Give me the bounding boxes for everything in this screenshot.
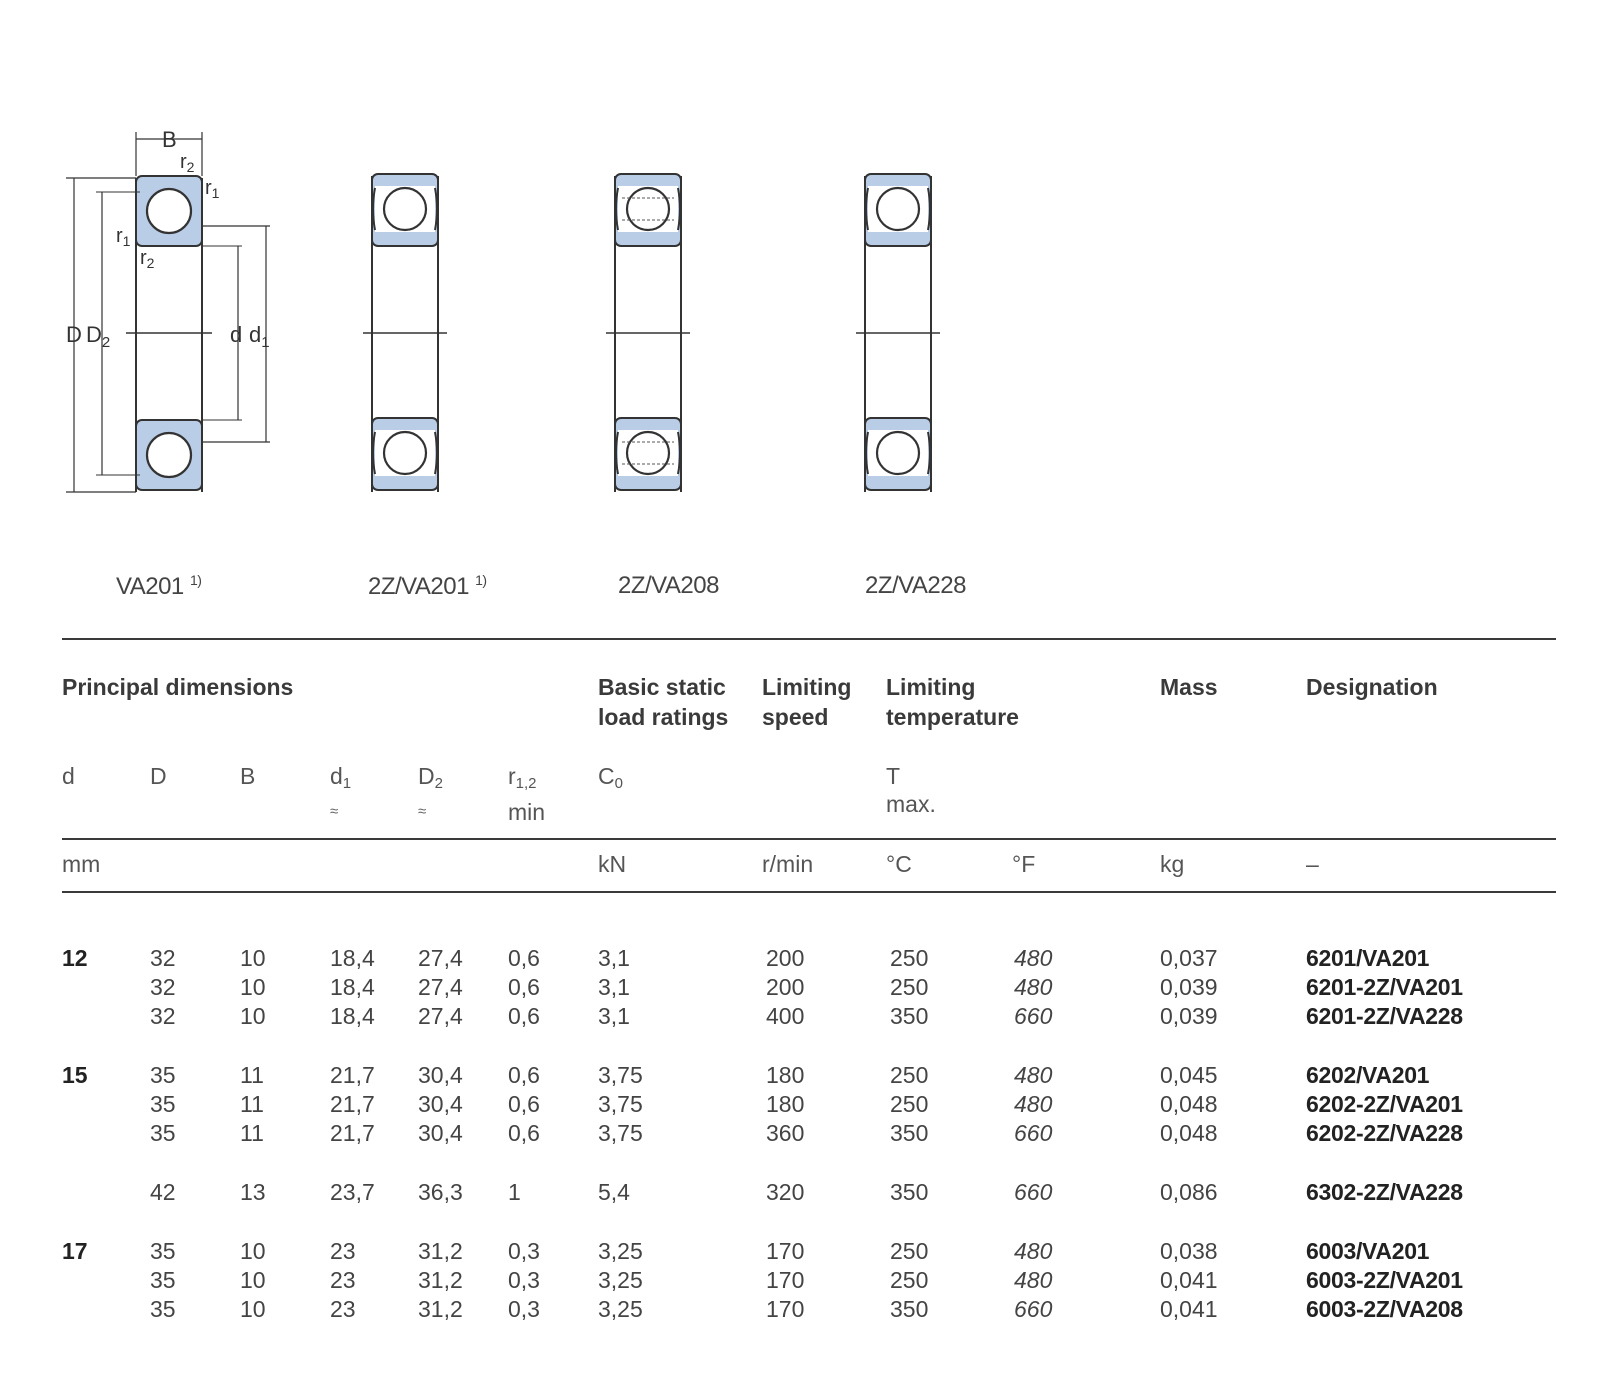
cell-mass: 0,041 [1160,1267,1218,1293]
header-principal-dimensions: Principal dimensions [62,674,294,700]
cell-r12: 0,3 [508,1267,540,1293]
header-limiting-speed: Limiting speed [762,674,852,730]
cell-D2: 31,2 [418,1238,463,1264]
cell-temp-c: 250 [890,1062,929,1088]
cell-designation: 6201-2Z/VA228 [1306,1003,1463,1029]
bearing-drawings [0,0,1600,560]
header-basic-static: Basic static load ratings [598,674,729,730]
bearing-drawing-2z-va208 [606,174,690,492]
cell-limiting-speed: 170 [766,1267,805,1293]
cell-B: 10 [240,1267,266,1293]
cell-C0: 3,75 [598,1091,643,1117]
cell-d1: 23 [330,1296,356,1322]
cell-B: 10 [240,1003,266,1029]
unit-rmin: r/min [762,851,814,877]
bearing-drawing-2z-va201 [363,174,447,492]
cell-temp-f: 480 [1014,1267,1053,1293]
cell-C0: 5,4 [598,1179,630,1205]
cell-mass: 0,048 [1160,1091,1218,1117]
cell-D: 35 [150,1238,176,1264]
cell-D2: 36,3 [418,1179,463,1205]
cell-d1: 21,7 [330,1062,375,1088]
cell-D2: 31,2 [418,1296,463,1322]
cell-B: 11 [240,1120,264,1146]
cell-limiting-speed: 320 [766,1179,805,1205]
cell-temp-c: 250 [890,1091,929,1117]
cell-r12: 0,6 [508,1091,540,1117]
cell-mass: 0,048 [1160,1120,1218,1146]
cell-limiting-speed: 170 [766,1296,805,1322]
dim-label-D2: $D_2$ [86,322,111,351]
cell-temp-c: 350 [890,1120,929,1146]
cell-temp-f: 660 [1014,1003,1053,1029]
unit-designation-dash: – [1306,851,1319,877]
cell-limiting-speed: 400 [766,1003,805,1029]
cell-D2: 27,4 [418,945,463,971]
cell-B: 11 [240,1062,264,1088]
cell-C0: 3,1 [598,974,630,1000]
cell-limiting-speed: 180 [766,1091,805,1117]
cell-designation: 6202/VA201 [1306,1062,1430,1088]
unit-rule [62,891,1556,893]
cell-D2: 30,4 [418,1120,463,1146]
cell-temp-f: 480 [1014,1091,1053,1117]
symbol-D2: $D_2$ ≈ [418,763,443,820]
cell-d1: 21,7 [330,1091,375,1117]
cell-C0: 3,1 [598,1003,630,1029]
cell-d: 17 [62,1238,88,1264]
cell-r12: 0,6 [508,1003,540,1029]
cell-temp-c: 250 [890,974,929,1000]
cell-d1: 23,7 [330,1179,375,1205]
symbol-D: D [150,763,167,789]
unit-mm: mm [62,851,101,877]
cell-designation: 6202-2Z/VA201 [1306,1091,1463,1117]
header-limiting-temperature: Limiting temperature [886,674,1019,730]
cell-B: 11 [240,1091,264,1117]
dim-label-r1-top: $r_1$ [205,177,220,201]
cell-C0: 3,25 [598,1238,643,1264]
cell-mass: 0,041 [1160,1296,1218,1322]
cell-d1: 21,7 [330,1120,375,1146]
header-designation: Designation [1306,674,1438,700]
dim-label-d1: $d_1$ [249,322,270,351]
cell-d: 15 [62,1062,88,1088]
cell-C0: 3,25 [598,1296,643,1322]
cell-C0: 3,75 [598,1120,643,1146]
cell-B: 13 [240,1179,266,1205]
cell-C0: 3,1 [598,945,630,971]
cell-D: 32 [150,1003,176,1029]
dim-label-D: D [66,322,82,347]
caption-va201: VA201 $^{1)}$ [116,572,202,600]
cell-r12: 0,6 [508,1062,540,1088]
symbol-B: B [240,763,256,789]
cell-mass: 0,037 [1160,945,1218,971]
cell-C0: 3,25 [598,1267,643,1293]
cell-D2: 31,2 [418,1267,463,1293]
header-mass: Mass [1160,674,1218,700]
cell-temp-f: 480 [1014,945,1053,971]
cell-designation: 6003-2Z/VA201 [1306,1267,1463,1293]
cell-limiting-speed: 170 [766,1238,805,1264]
cell-d: 12 [62,945,88,971]
cell-r12: 0,6 [508,974,540,1000]
caption-2z-va201: 2Z/VA201 $^{1)}$ [368,572,487,600]
cell-temp-c: 250 [890,1267,929,1293]
unit-celsius: °C [886,851,912,877]
cell-D: 35 [150,1062,176,1088]
cell-B: 10 [240,1296,266,1322]
symbol-T: T max. [886,763,936,817]
cell-limiting-speed: 200 [766,974,805,1000]
cell-temp-f: 480 [1014,974,1053,1000]
cell-mass: 0,086 [1160,1179,1218,1205]
cell-mass: 0,039 [1160,974,1218,1000]
cell-temp-c: 250 [890,1238,929,1264]
bearing-drawing-va201 [66,127,270,492]
cell-r12: 0,6 [508,945,540,971]
unit-kn: kN [598,851,627,877]
cell-mass: 0,045 [1160,1062,1218,1088]
dim-label-r2-inner: $r_2$ [140,247,155,271]
cell-C0: 3,75 [598,1062,643,1088]
cell-D2: 30,4 [418,1091,463,1117]
cell-designation: 6201/VA201 [1306,945,1430,971]
cell-temp-c: 350 [890,1179,929,1205]
caption-2z-va228: 2Z/VA228 [865,572,966,599]
cell-r12: 0,6 [508,1120,540,1146]
cell-designation: 6202-2Z/VA228 [1306,1120,1463,1146]
cell-temp-f: 660 [1014,1120,1053,1146]
bearing-drawing-2z-va228 [856,174,940,492]
cell-temp-c: 250 [890,945,929,971]
table-top-rule [62,638,1556,640]
cell-limiting-speed: 200 [766,945,805,971]
cell-B: 10 [240,1238,266,1264]
symbol-r12: $r_{1,2}$ min [508,763,546,825]
cell-D: 35 [150,1120,176,1146]
cell-designation: 6003/VA201 [1306,1238,1430,1264]
cell-D: 32 [150,974,176,1000]
symbol-d: d [62,763,75,789]
cell-temp-f: 480 [1014,1062,1053,1088]
cell-designation: 6003-2Z/VA208 [1306,1296,1463,1322]
cell-temp-f: 660 [1014,1296,1053,1322]
cell-r12: 1 [508,1179,521,1205]
cell-D: 35 [150,1296,176,1322]
cell-limiting-speed: 360 [766,1120,805,1146]
cell-r12: 0,3 [508,1238,540,1264]
cell-limiting-speed: 180 [766,1062,805,1088]
symbol-rule [62,838,1556,840]
cell-D2: 27,4 [418,1003,463,1029]
dim-label-r1-inner: $r_1$ [116,225,131,249]
cell-B: 10 [240,974,266,1000]
cell-D: 42 [150,1179,176,1205]
cell-D: 35 [150,1091,176,1117]
symbol-C0: $C_0$ [598,763,623,792]
dim-label-r2-top: $r_2$ [180,151,195,175]
cell-D2: 27,4 [418,974,463,1000]
cell-mass: 0,038 [1160,1238,1218,1264]
cell-r12: 0,3 [508,1296,540,1322]
cell-D: 32 [150,945,176,971]
symbol-d1: $d_1$ ≈ [330,763,352,820]
cell-d1: 18,4 [330,1003,375,1029]
cell-mass: 0,039 [1160,1003,1218,1029]
cell-temp-c: 350 [890,1296,929,1322]
cell-designation: 6201-2Z/VA201 [1306,974,1463,1000]
cell-d1: 23 [330,1238,356,1264]
cell-d1: 18,4 [330,974,375,1000]
cell-temp-f: 480 [1014,1238,1053,1264]
caption-2z-va208: 2Z/VA208 [618,572,719,599]
cell-d1: 23 [330,1267,356,1293]
unit-kg: kg [1160,851,1185,877]
cell-designation: 6302-2Z/VA228 [1306,1179,1463,1205]
cell-temp-c: 350 [890,1003,929,1029]
cell-D2: 30,4 [418,1062,463,1088]
dim-label-d: d [230,322,243,347]
cell-d1: 18,4 [330,945,375,971]
unit-fahrenheit: °F [1012,851,1036,877]
cell-B: 10 [240,945,266,971]
cell-temp-f: 660 [1014,1179,1053,1205]
cell-D: 35 [150,1267,176,1293]
dim-label-B: B [162,127,177,152]
